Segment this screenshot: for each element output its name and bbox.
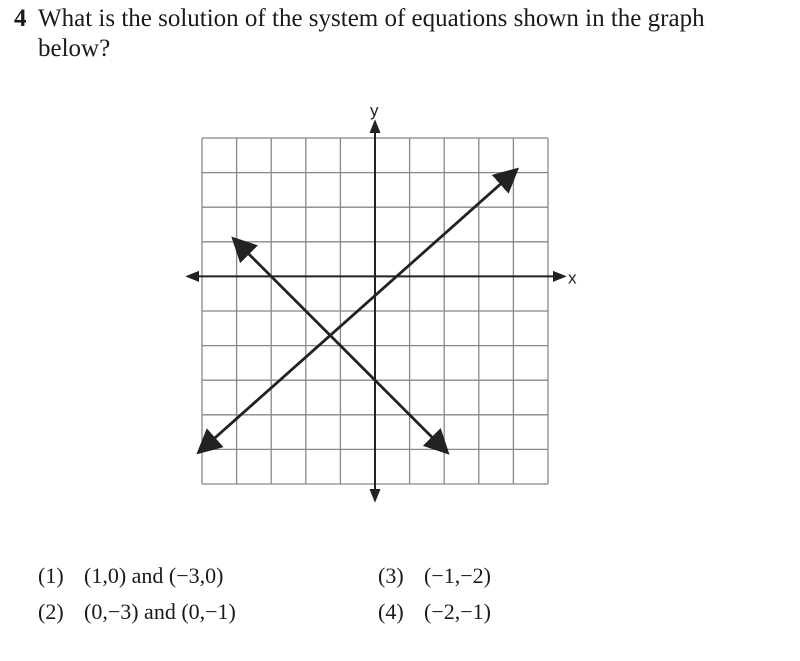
question-text-line2: below? bbox=[38, 35, 111, 62]
question-number: 4 bbox=[14, 5, 27, 32]
choice-3-text: (−1,−2) bbox=[424, 563, 491, 588]
choice-4[interactable] bbox=[378, 594, 491, 630]
choice-3[interactable] bbox=[378, 558, 491, 594]
question-text-line1: What is the solution of the system of equations shown in the graph bbox=[38, 5, 705, 32]
choice-1-number: (1) bbox=[38, 563, 64, 588]
y-axis-label: y bbox=[370, 101, 379, 120]
choice-2-number: (2) bbox=[38, 599, 64, 624]
choice-2[interactable] bbox=[38, 594, 236, 630]
choice-1[interactable] bbox=[38, 558, 223, 594]
x-axis-label: x bbox=[568, 268, 577, 288]
choice-3-number: (3) bbox=[378, 563, 404, 588]
choice-2-text: (0,−3) and (0,−1) bbox=[84, 599, 236, 624]
choice-4-text: (−2,−1) bbox=[424, 599, 491, 624]
choice-4-number: (4) bbox=[378, 599, 404, 624]
choice-1-text: (1,0) and (−3,0) bbox=[84, 563, 224, 588]
